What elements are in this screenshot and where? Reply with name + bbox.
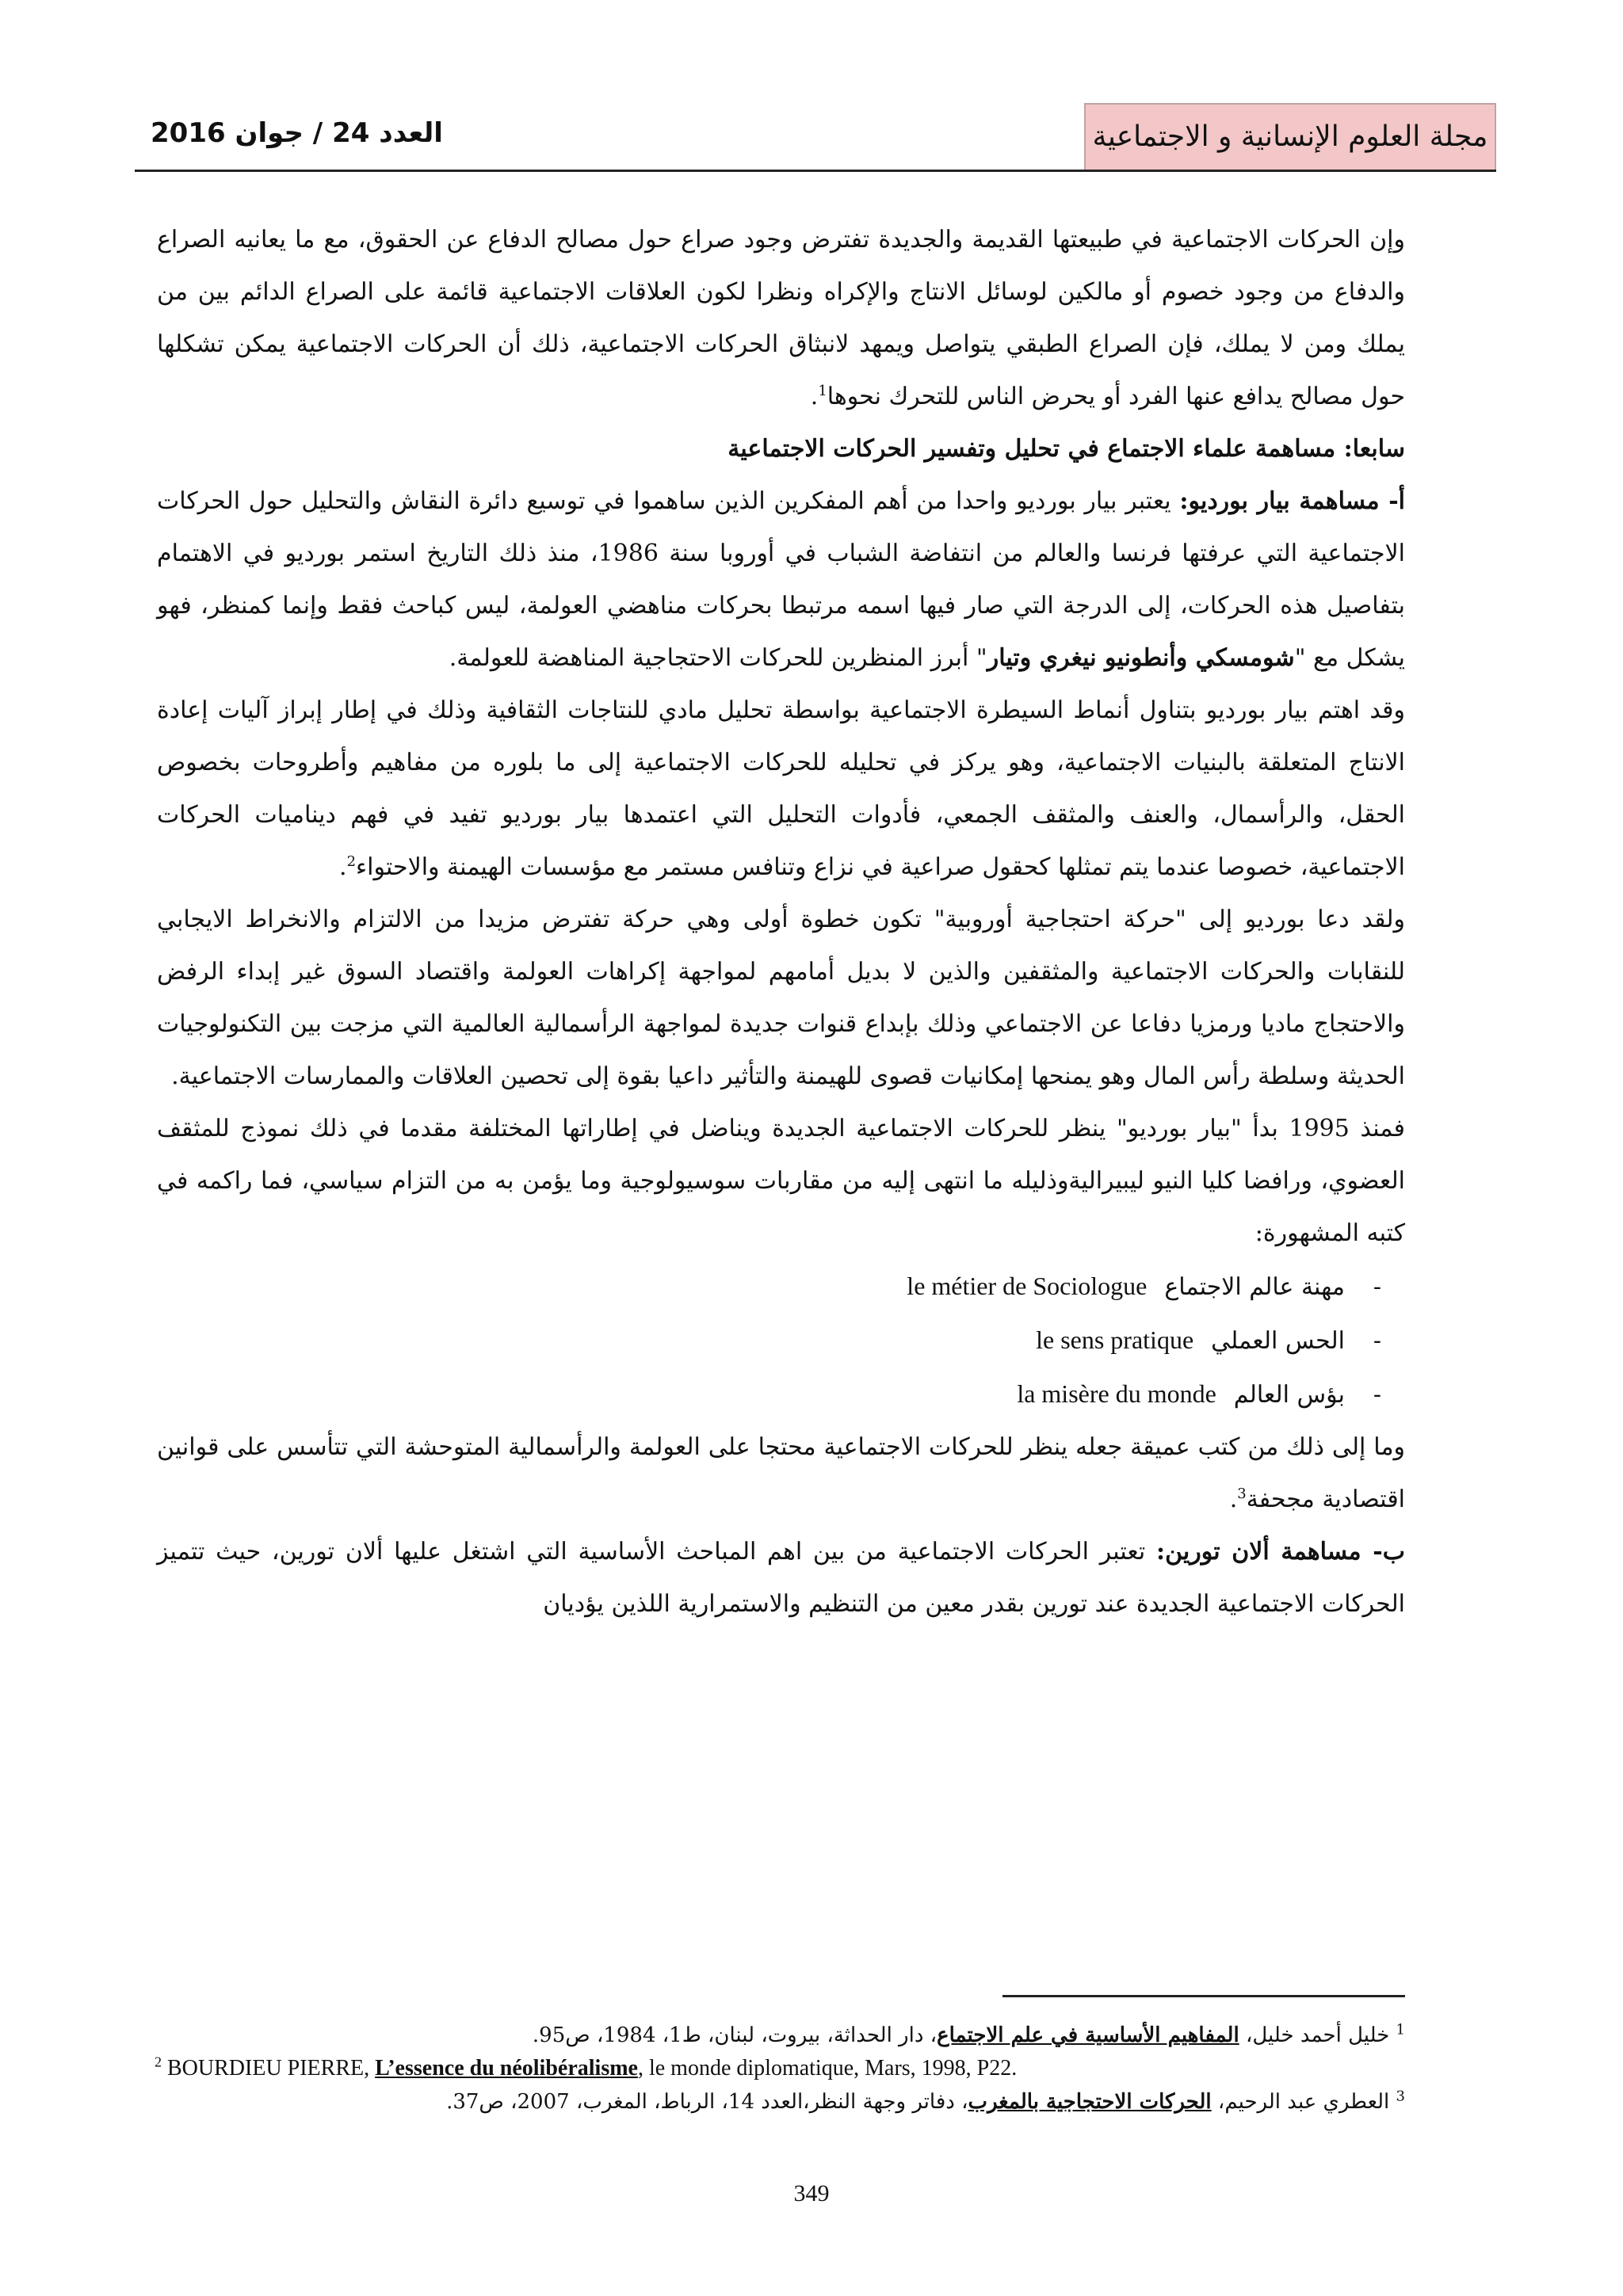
footnote-details: ، دار الحداثة، بيروت، لبنان، ط1، 1984، ص95. [532,2023,938,2047]
book-title-arabic: بؤس العالم [1233,1381,1345,1409]
footnote-title: L’essence du néolibéralisme [375,2056,638,2081]
paragraph-end: . [810,383,819,410]
paragraph-text: وإن الحركات الاجتماعية في طبيعتها القديمة والجديدة تفترض وجود صراع حول مصالح الدفاع عن الحقوق، مع ما يعانيه الصراع والدفاع من وجود خصوم أو مالكين لوسائل الانتاج والإكراه ونظرا لكون العلاقات الاجتماعية قائمة على الصراع الدائم بين من يملك ومن لا يملك، فإن الصراع الطبقي يتواصل ويمهد لانبثاق الحركات الاجتماعية، ذلك أن الحركات الاجتماعية يمكن تشكلها حول مصالح يدافع عنها الفرد أو يحرض الناس للتحرك نحوها [157,226,1405,410]
footnotes [155,2019,1405,2119]
footnote-ref-2[interactable]: 2 [346,853,357,870]
paragraph-text: " أبرز المنظرين للحركات الاحتجاجية المناهضة للعولمة. [449,644,987,672]
paragraph-bourdieu-4: فمنذ 1995 بدأ "بيار بورديو" ينظر للحركات الاجتماعية الجديدة ويناضل في إطاراتها المختلفة مقدما في ذلك نموذج للمثقف العضوي، ورافضا كليا النيو ليبيراليةوذليله ما انتهى إليه من مقاربات سوسيولوجية وما يؤمن به من التزام سياسي، فما راكمه في كتبه المشهورة: [157,1115,1405,1247]
book-title-french: le sens pratique [1036,1325,1194,1354]
paragraph-bourdieu-5 [157,1421,1405,1526]
subsection-heading-bourdieu: أ- مساهمة بيار بورديو: [1179,487,1405,515]
paragraph-end: . [339,853,347,881]
issue-label: العدد 24 / جوان 2016 [151,117,443,149]
theorist-names: شومسكي وأنطونيو نيغري وتيار [987,644,1295,672]
book-title-french: la misère du monde [1017,1379,1216,1408]
section-heading: سابعا: مساهمة علماء الاجتماع في تحليل وتفسير الحركات الاجتماعية [727,435,1405,463]
subsection-heading-touraine: ب- مساهمة ألان تورين: [1156,1538,1405,1566]
footnote-ref-1[interactable]: 1 [818,383,827,399]
list-dash: - [1373,1381,1381,1409]
header-divider [135,170,1496,172]
paragraph-text: تعتبر الحركات الاجتماعية من بين اهم المباحث الأساسية التي اشتغل عليها ألان تورين، حيث تتميز الحركات الاجتماعية الجديدة عند تورين بقدر معين من التنظيم والاستمرارية اللذين يؤديان [157,1538,1405,1618]
article-body [157,214,1405,1630]
book-list [157,1260,1405,1421]
list-dash: - [1373,1327,1381,1355]
footnote-number: 2 [155,2054,162,2070]
journal-title: مجلة العلوم الإنسانية و الاجتماعية [1084,103,1496,171]
book-title-arabic: الحس العملي [1211,1327,1345,1355]
footnote-number: 1 [1396,2021,1405,2039]
paragraph-end: . [1229,1486,1238,1513]
list-item [157,1260,1405,1314]
footnote-author: BOURDIEU PIERRE, [162,2056,376,2081]
list-item [157,1314,1405,1367]
footnote-1 [155,2019,1405,2052]
footnote-title: الحركات الاحتجاجية بالمغرب [968,2090,1212,2114]
footnote-2 [155,2052,1405,2085]
paragraph-text: وما إلى ذلك من كتب عميقة جعله ينظر للحركات الاجتماعية محتجا على العولمة والرأسمالية المتوحشة التي تتأسس على قوانين اقتصادية مجحفة [157,1433,1405,1513]
paragraph-bourdieu-3: ولقد دعا بورديو إلى "حركة احتجاجية أوروبية" تكون خطوة أولى وهي حركة تفترض مزيدا من الالتزام والانخراط الايجابي للنقابات والحركات الاجتماعية والمثقفين والذين لا بديل أمامهم لمواجهة إكراهات العولمة واقتصاد السوق غير إبداء الرفض والاحتجاج ماديا ورمزيا دفاعا عن الاجتماعي وذلك بإبداع قنوات جديدة لمواجهة الرأسمالية العالمية التي مزجت بين التكنولوجيات الحديثة وسلطة رأس المال وهو يمنحها إمكانيات قصوى للهيمنة والتأثير داعيا بقوة إلى تحصين العلاقات والممارسات الاجتماعية. [157,906,1405,1090]
footnote-divider [1002,1995,1405,1997]
paragraph-bourdieu-2 [157,685,1405,894]
footnote-details: , le monde diplomatique, Mars, 1998, P22. [637,2056,1018,2081]
footnote-author: العطري عبد الرحيم، [1211,2090,1396,2114]
footnote-title: المفاهيم الأساسية في علم الاجتماع [937,2023,1239,2047]
footnote-ref-3[interactable]: 3 [1237,1486,1247,1502]
list-item [157,1367,1405,1421]
footnote-author: خليل أحمد خليل، [1239,2023,1396,2047]
paragraph-text: يعتبر بيار بورديو واحدا من أهم المفكرين الذين ساهموا في توسيع دائرة النقاش والتحليل حول الحركات الاجتماعية التي عرفتها فرنسا والعالم من انتفاضة الشباب في أوروبا سنة 1986، منذ ذلك التاريخ استمر بورديو في الاهتمام بتفاصيل هذه الحركات، إلى الدرجة التي صار فيها اسمه مرتبطا بحركات مناهضي العولمة، ليس كباحث فقط وإنما كمنظر، فهو يشكل مع " [157,487,1405,672]
paragraph-touraine [157,1526,1405,1630]
footnote-3 [155,2085,1405,2119]
footnote-number: 3 [1396,2088,1405,2105]
book-title-arabic: مهنة عالم الاجتماع [1164,1273,1345,1301]
page-number: 349 [793,2180,830,2206]
footnote-details: ، دفاتر وجهة النظر،العدد 14، الرباط، المغرب، 2007، ص37. [446,2090,968,2114]
paragraph-intro [157,214,1405,423]
list-dash: - [1373,1273,1381,1301]
book-title-french: le métier de Sociologue [907,1272,1148,1300]
paragraph-bourdieu-1 [157,475,1405,685]
paragraph-text: وقد اهتم بيار بورديو بتناول أنماط السيطرة الاجتماعية بواسطة تحليل مادي للنتاجات الثقافية وذلك في إطار إبراز آليات إعادة الانتاج المتعلقة بالبنيات الاجتماعية، وهو يركز في تحليله للحركات الاجتماعية إلى ما بلوره من مفاهيم وأطروحات بخصوص الحقل، والرأسمال، والعنف والمثقف الجمعي، فأدوات التحليل التي اعتمدها بيار بورديو تفيد في فهم ديناميات الحركات الاجتماعية، خصوصا عندما يتم تمثلها كحقول صراعية في نزاع وتنافس مستمر مع مؤسسات الهيمنة والاحتواء [157,696,1405,881]
